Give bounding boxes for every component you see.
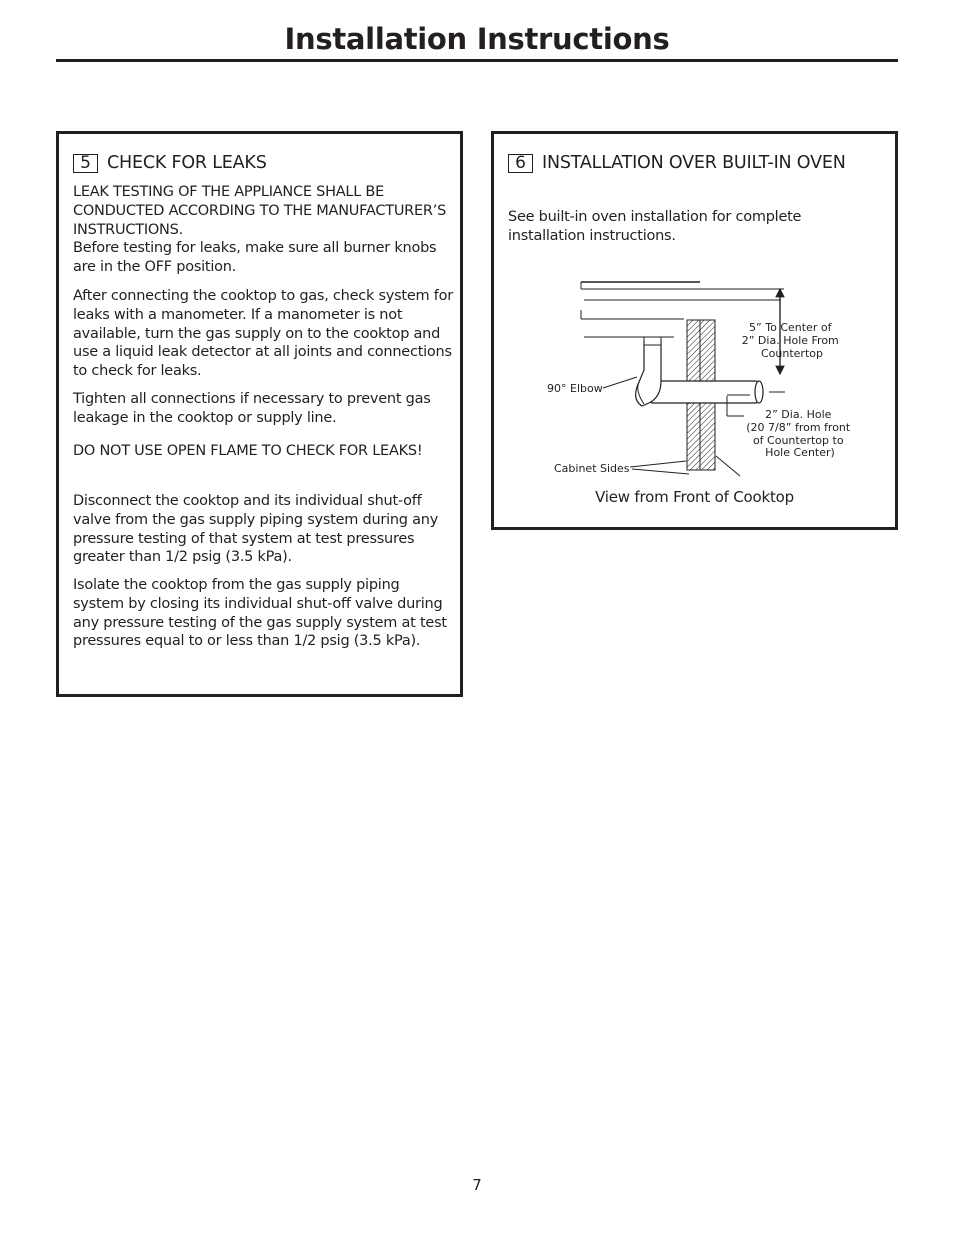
isolate-instructions: Isolate the cooktop from the gas supply piping system by closing its individual shut-off valve during any pressure testing of the gas supply system at test pressures equal to or less than 1/2 psig (3.5 kPa). (73, 577, 447, 650)
step-5-heading (73, 152, 267, 175)
step-5-box (56, 131, 463, 697)
tighten-connections-note: Tighten all connections if necessary to prevent gas leakage in the cooktop or supply line. (73, 391, 431, 426)
elbow-label: 90° Elbow (547, 382, 603, 395)
step-5-para-1 (73, 183, 453, 277)
step-6-title: INSTALLATION OVER BUILT-IN OVEN (542, 153, 846, 173)
manometer-instructions: After connecting the cooktop to gas, check system for leaks with a manometer. If a manometer is not available, turn the gas supply on to the cooktop and use a liquid leak detector at all joints and connections to check for leaks. (73, 288, 453, 380)
page-title: Installation Instructions (284, 22, 670, 56)
disconnect-instructions: Disconnect the cooktop and its individual shut-off valve from the gas supply piping system during any pressure testing of that system at test pressures greater than 1/2 psig (3.5 kPa). (73, 493, 439, 566)
step-5-number: 5 (73, 154, 98, 173)
step-6-number: 6 (508, 154, 533, 173)
diagram-caption: View from Front of Cooktop (595, 488, 794, 506)
step-5-title: CHECK FOR LEAKS (107, 153, 267, 173)
built-in-oven-note: See built-in oven installation for complete installation instructions. (508, 209, 802, 244)
center-dimension-label: 5” To Center of 2” Dia. Hole From Countertop (741, 321, 839, 360)
open-flame-warning: DO NOT USE OPEN FLAME TO CHECK FOR LEAKS! (73, 443, 423, 459)
cooktop-gas-line-diagram (494, 134, 895, 527)
burner-knobs-note: Before testing for leaks, make sure all burner knobs are in the OFF position. (73, 240, 437, 276)
step-6-box (491, 131, 898, 530)
step-5-para-6 (73, 576, 453, 651)
cabinet-sides-label: Cabinet Sides (554, 462, 630, 475)
leak-testing-warning: LEAK TESTING OF THE APPLIANCE SHALL BE CONDUCTED ACCORDING TO THE MANUFACTURER’S INSTRUCTIONS. (73, 184, 447, 238)
page-number: 7 (472, 1176, 482, 1194)
title-rule (56, 59, 898, 62)
step-5-para-2 (73, 287, 453, 381)
step-5-para-4 (73, 439, 423, 463)
step-5-para-3 (73, 390, 453, 428)
step-5-para-5 (73, 492, 453, 567)
hole-dimension-label: 2” Dia. Hole (20 7/8” from front of Countertop to Hole Center) (746, 408, 851, 459)
